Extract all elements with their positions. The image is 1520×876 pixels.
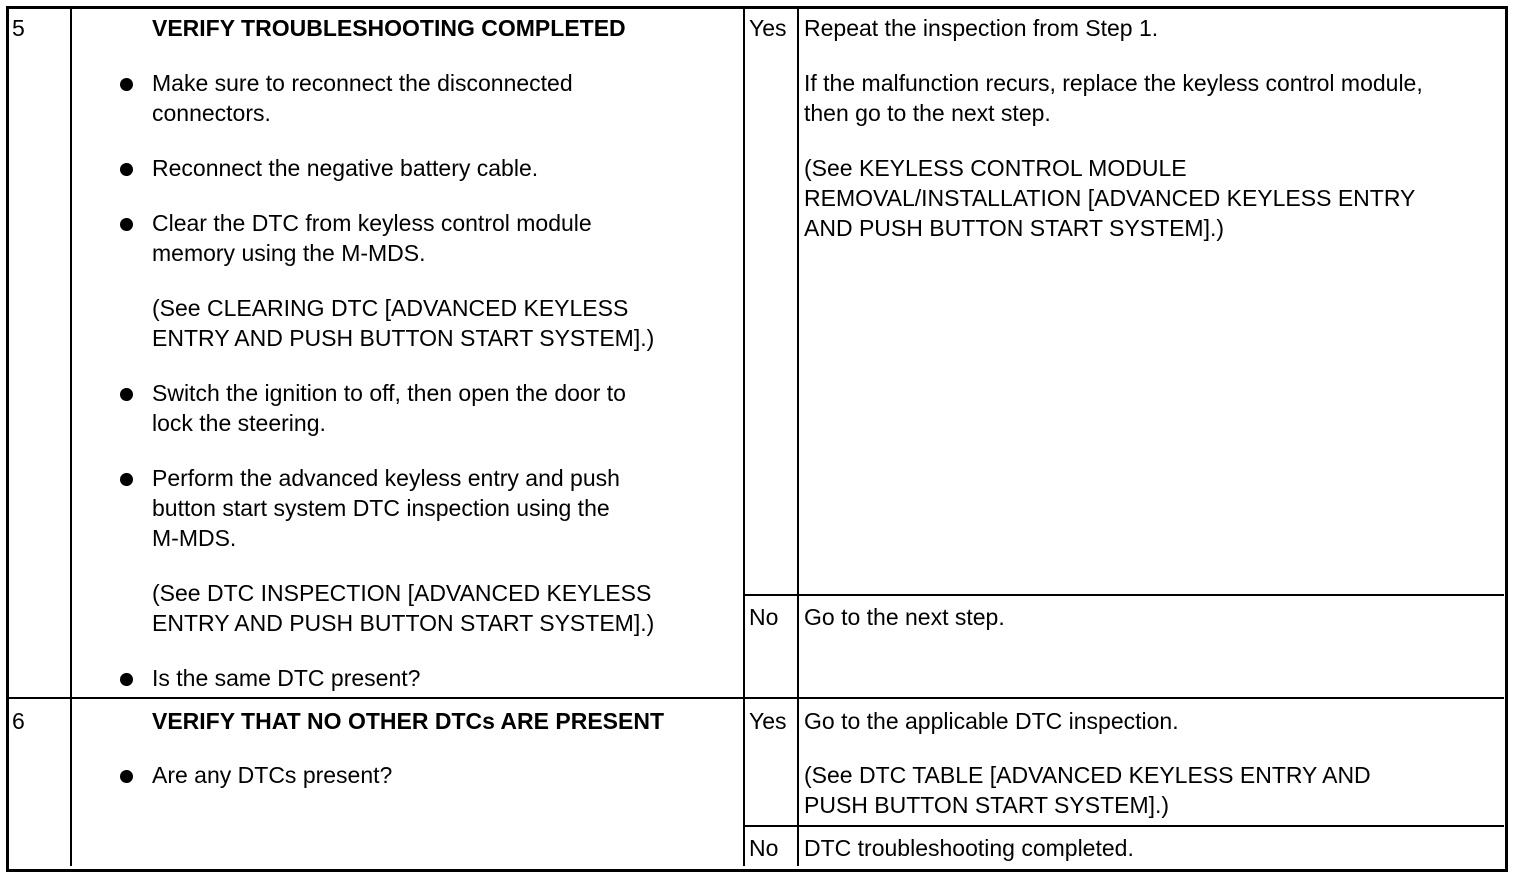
troubleshooting-table <box>6 6 1508 872</box>
bullet-icon <box>120 388 133 401</box>
step-number: 5 <box>12 15 25 41</box>
step-title: VERIFY TROUBLESHOOTING COMPLETED <box>152 15 626 41</box>
no-action: Go to the next step. <box>804 604 1005 630</box>
bullet-icon <box>120 770 133 783</box>
bullet-icon <box>120 473 133 486</box>
no-action: DTC troubleshooting completed. <box>804 835 1134 861</box>
divider-step5-yes-no <box>743 594 1504 596</box>
step-number: 6 <box>12 708 25 734</box>
bullet-icon <box>120 673 133 686</box>
divider-row-5-6 <box>8 697 1504 699</box>
bullet-icon <box>120 78 133 91</box>
divider-step6-yes-no <box>743 825 1504 827</box>
step-title: VERIFY THAT NO OTHER DTCs ARE PRESENT <box>152 708 665 734</box>
divider-col-number <box>70 8 72 866</box>
no-label: No <box>749 835 779 861</box>
yes-label: Yes <box>749 15 787 41</box>
no-label: No <box>749 604 779 630</box>
divider-col-result <box>797 8 799 866</box>
yes-label: Yes <box>749 708 787 734</box>
bullet-icon <box>120 163 133 176</box>
bullet-icon <box>120 218 133 231</box>
divider-col-action <box>743 8 745 866</box>
